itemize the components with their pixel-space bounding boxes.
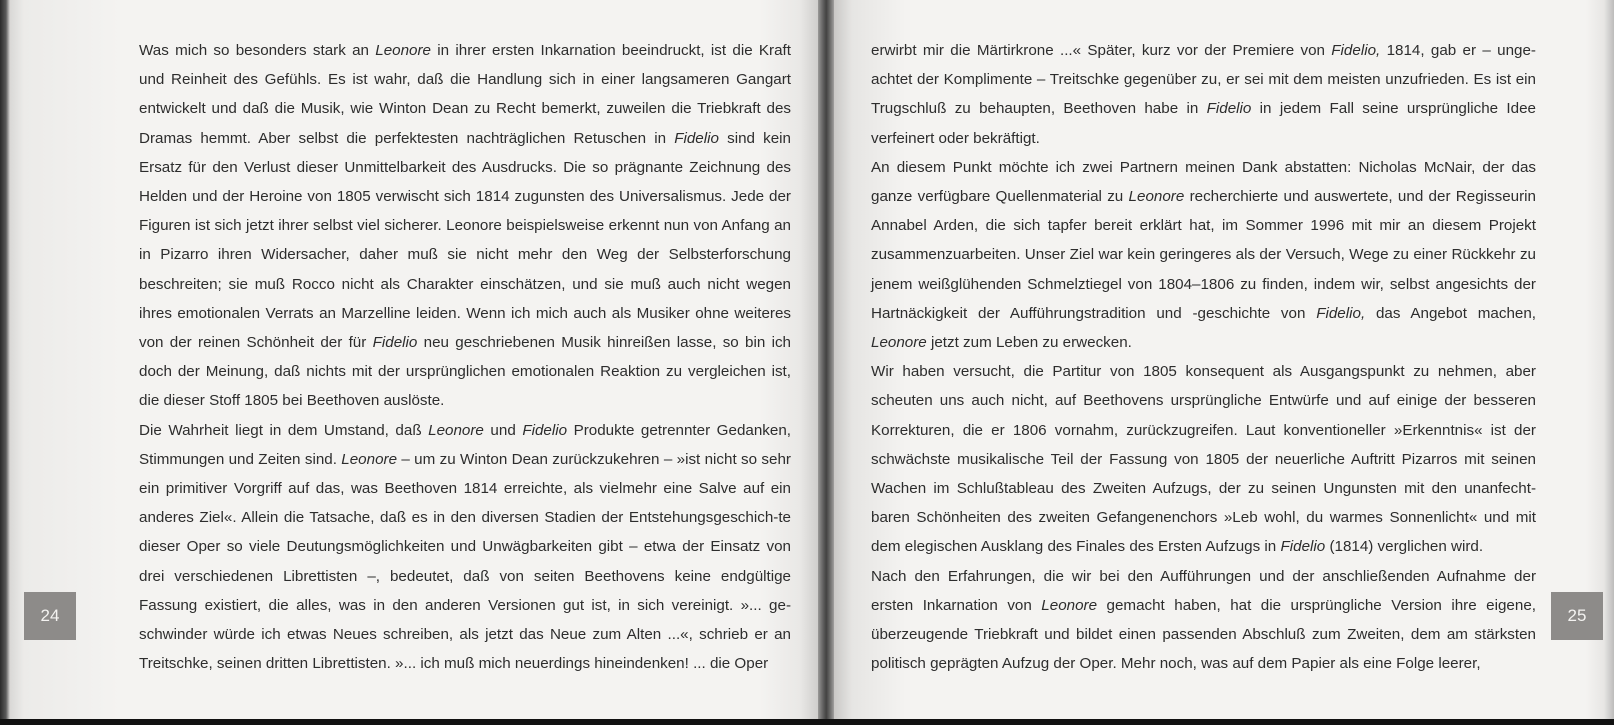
paragraph: Wir haben versucht, die Partitur von 1805 konsequent als Ausgangspunkt zu nehmen, aber scheuten uns auch nicht, auf Beethovens ursprüngliche Entwürfe und auf einige der besseren Korrekturen, die er 1806 vornahm, zurückzugreifen. Laut konventioneller »Erkenntnis« ist der schwächste musikalische Teil der Fassung von 1805 der neuerliche Auftritt Pizarros mit seinen Wachen im Schlußtableau des Zweiten Aufzugs, der zu seinen Ungunsten mit den unanfecht-baren Schönheiten des zweiten Gefangenenchors »Leb wohl, du warmes Sonnenlicht« und mit dem elegischen Ausklang des Finales des Ersten Aufzugs in Fidelio (1814) verglichen wird. xyxy=(871,363,1536,556)
book-gutter xyxy=(818,0,834,725)
left-page-text xyxy=(139,36,791,678)
scan-bottom-edge xyxy=(0,719,1614,725)
paragraph: An diesem Punkt möchte ich zwei Partnern meinen Dank abstatten: Nicholas McNair, der das ganze verfügbare Quellenmaterial zu Leonore recherchierte und auswertete, und der Regisseurin Annabel Arden, die sich tapfer bereit erklärt hat, im Sommer 1996 mit mir an diesem Projekt zusammenzuarbeiten. Unser Ziel war kein geringeres als der Versuch, Wege zu einer Rückkehr zu jenem weißglühenden Schmelztiegel von 1804–1806 zu finden, indem wir, selbst angesichts der Hartnäckigkeit der Aufführungstradition und -geschichte von Fidelio, das Angebot machen, Leonore jetzt zum Leben zu erwecken. xyxy=(871,158,1537,352)
paragraph: Die Wahrheit liegt in dem Umstand, daß Leonore und Fidelio Produkte getrennter Gedanken, Stimmungen und Zeiten sind. Leonore – um zu Winton Dean zurückzukehren – »ist nicht so sehr ein primitiver Vorgriff auf das, was Beethoven 1814 erreichte, als vielmehr eine Salve auf ein anderes Ziel«. Allein die Tatsache, daß es in den diversen Stadien der Entstehungsgeschich-te dieser Oper so viele Deutungsmöglichkeiten und Unwägbarkeiten gibt – etwa der Einsatz von drei verschiedenen Librettisten –, bedeutet, daß von seiten Beethovens keine endgültige Fassung existiert, die alles, was in den anderen Versionen gut ist, in sich vereinigt. »... ge-schwinder würde ich etwas Neues schreiben, als jetzt das Neue zum Alten ...«, schrieb er an Treitschke, seinen dritten Librettisten. »... ich muß mich neuerdings hineindenken! ... die Oper xyxy=(139,421,791,673)
paragraph: Was mich so besonders stark an Leonore in ihrer ersten Inkarnation beeindruckt, ist die Kraft und Reinheit des Gefühls. Es ist wahr, daß die Handlung sich in einer langsameren Gangart entwickelt und daß die Musik, wie Winton Dean zu Recht bemerkt, zuweilen die Triebkraft des Dramas hemmt. Aber selbst die perfektesten nachträglichen Retuschen in Fidelio sind kein Ersatz für den Verlust dieser Unmittelbarkeit des Ausdrucks. Die so prägnante Zeichnung des Helden und der Heroine von 1805 verwischt sich 1814 zugunsten des Universalismus. Jede der Figuren ist sich jetzt ihrer selbst viel sicherer. Leonore beispielsweise erkennt nun von Anfang an in Pizarro ihren Widersacher, daher muß sie nicht mehr den Weg der Selbsterforschung beschreiten; sie muß Rocco nicht als Charakter einschätzen, und sie muß auch nicht wegen ihres emotionalen Verrats an Marzelline leiden. Wenn ich mich auch als Musiker ohne weiteres von der reinen Schönheit der für Fidelio neu geschriebenen Musik hinreißen lasse, so bin ich doch der Meinung, daß nichts mit der ursprünglichen emotionalen Reaktion zu vergleichen ist, die dieser Stoff 1805 bei Beethoven auslöste. xyxy=(139,42,792,410)
paragraph: erwirbt mir die Märtirkrone ...« Später, kurz vor der Premiere von Fidelio, 1814, gab er – unge-achtet der Komplimente – Treitschke gegenüber zu, er sei mit dem meisten unzufrieden. Es ist ein Trugschluß zu behaupten, Beethoven habe in Fidelio in jedem Fall seine ursprüngliche Idee verfeinert oder bekräftigt. xyxy=(871,42,1536,147)
page-number-right: 25 xyxy=(1551,592,1603,640)
paragraph: Nach den Erfahrungen, die wir bei den Aufführungen und der anschließenden Aufnahme der ersten Inkarnation von Leonore gemacht haben, hat die ursprüngliche Version ihre eigene, überzeugende Triebkraft und bildet einen passenden Abschluß zum Zweiten, dem am stärksten politisch geprägten Aufzug der Oper. Mehr noch, was auf dem Papier als eine Folge leerer, xyxy=(871,567,1536,673)
page-number-left: 24 xyxy=(24,592,76,640)
right-page-text xyxy=(871,36,1536,678)
right-page xyxy=(826,0,1614,725)
